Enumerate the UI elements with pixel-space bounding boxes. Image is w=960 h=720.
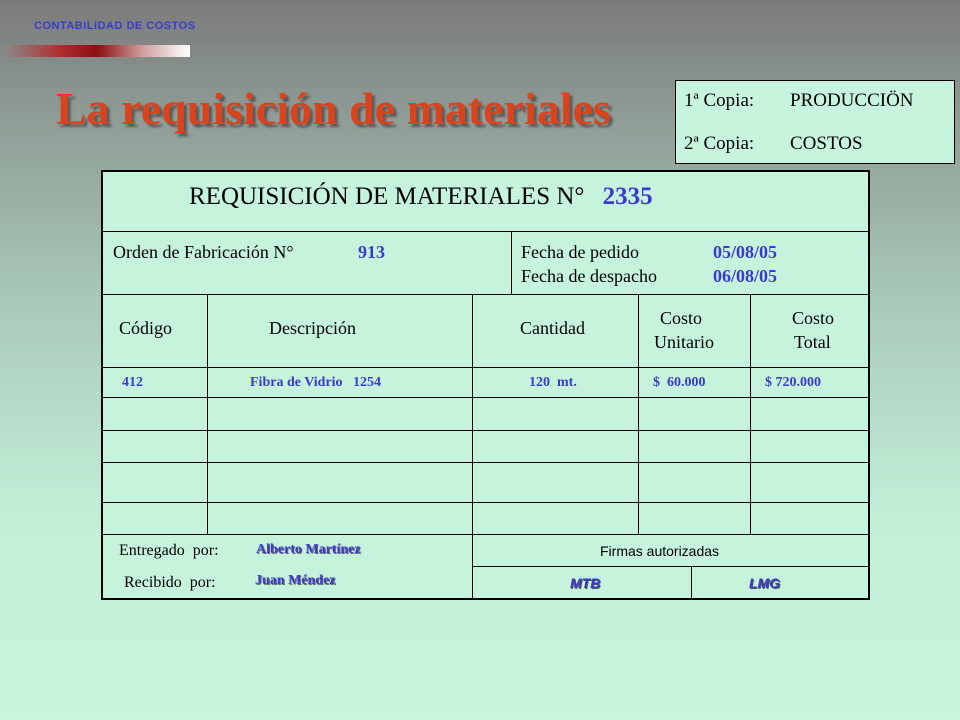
- divider: [103, 294, 868, 295]
- copy-row-2: [684, 133, 863, 155]
- column-header-description: Descripción: [269, 318, 356, 338]
- cell-quantity: 120 mt.: [529, 375, 577, 390]
- delivered-label: Entregado por:: [119, 542, 219, 559]
- divider: [472, 294, 473, 598]
- divider: [207, 294, 208, 535]
- column-header-code: Código: [119, 318, 173, 338]
- dispatch-date-label: Fecha de despacho: [521, 266, 657, 286]
- divider: [103, 367, 868, 368]
- copy-value: PRODUCCIÖN: [790, 90, 914, 111]
- column-header-total-cost-line1: Costo: [792, 308, 835, 328]
- slide-title: La requisición de materiales: [56, 83, 611, 134]
- divider: [103, 397, 868, 398]
- cell-unit-cost: $ 60.000: [653, 375, 706, 390]
- received-by: Juan Méndez: [255, 573, 336, 588]
- signatures-label: Firmas autorizadas: [600, 543, 720, 559]
- divider: [103, 430, 868, 431]
- header-label: CONTABILIDAD DE COSTOS: [34, 20, 196, 32]
- column-header-unit-cost-line2: Unitario: [654, 332, 714, 352]
- form-title-row: [189, 183, 653, 211]
- divider: [750, 294, 751, 535]
- received-label: Recibido por:: [124, 574, 216, 591]
- authorized-signature-1: MTB: [570, 575, 601, 591]
- column-header-quantity: Cantidad: [520, 318, 585, 338]
- delivered-by: Alberto Martínez: [256, 542, 361, 557]
- divider: [511, 231, 512, 295]
- divider: [103, 462, 868, 463]
- copy-value: COSTOS: [790, 133, 863, 154]
- form-title: REQUISICIÓN DE MATERIALES N°: [189, 183, 585, 210]
- requisition-number: 2335: [602, 183, 653, 210]
- copy-label: 1ª Copia:: [684, 90, 755, 111]
- cell-description: Fibra de Vidrio 1254: [250, 375, 382, 390]
- order-date-label: Fecha de pedido: [521, 242, 639, 262]
- divider: [103, 534, 868, 535]
- divider: [691, 566, 692, 598]
- divider: [472, 566, 868, 567]
- copy-distribution-box: [675, 80, 955, 164]
- header-decorative-bar: [4, 45, 190, 57]
- column-header-unit-cost-line1: Costo: [660, 308, 703, 328]
- order-number: 913: [358, 242, 385, 262]
- cell-code: 412: [122, 375, 143, 390]
- column-header-total-cost-line2: Total: [794, 332, 831, 352]
- dispatch-date: 06/08/05: [713, 266, 778, 286]
- divider: [103, 231, 868, 232]
- cell-total-cost: $ 720.000: [765, 375, 821, 390]
- authorized-signature-2: LMG: [749, 575, 781, 591]
- divider: [103, 502, 868, 503]
- requisition-form: [101, 170, 870, 600]
- order-date: 05/08/05: [713, 242, 778, 262]
- copy-row-1: [684, 90, 914, 112]
- order-label: Orden de Fabricación N°: [113, 242, 294, 262]
- copy-label: 2ª Copia:: [684, 133, 755, 154]
- divider: [638, 294, 639, 535]
